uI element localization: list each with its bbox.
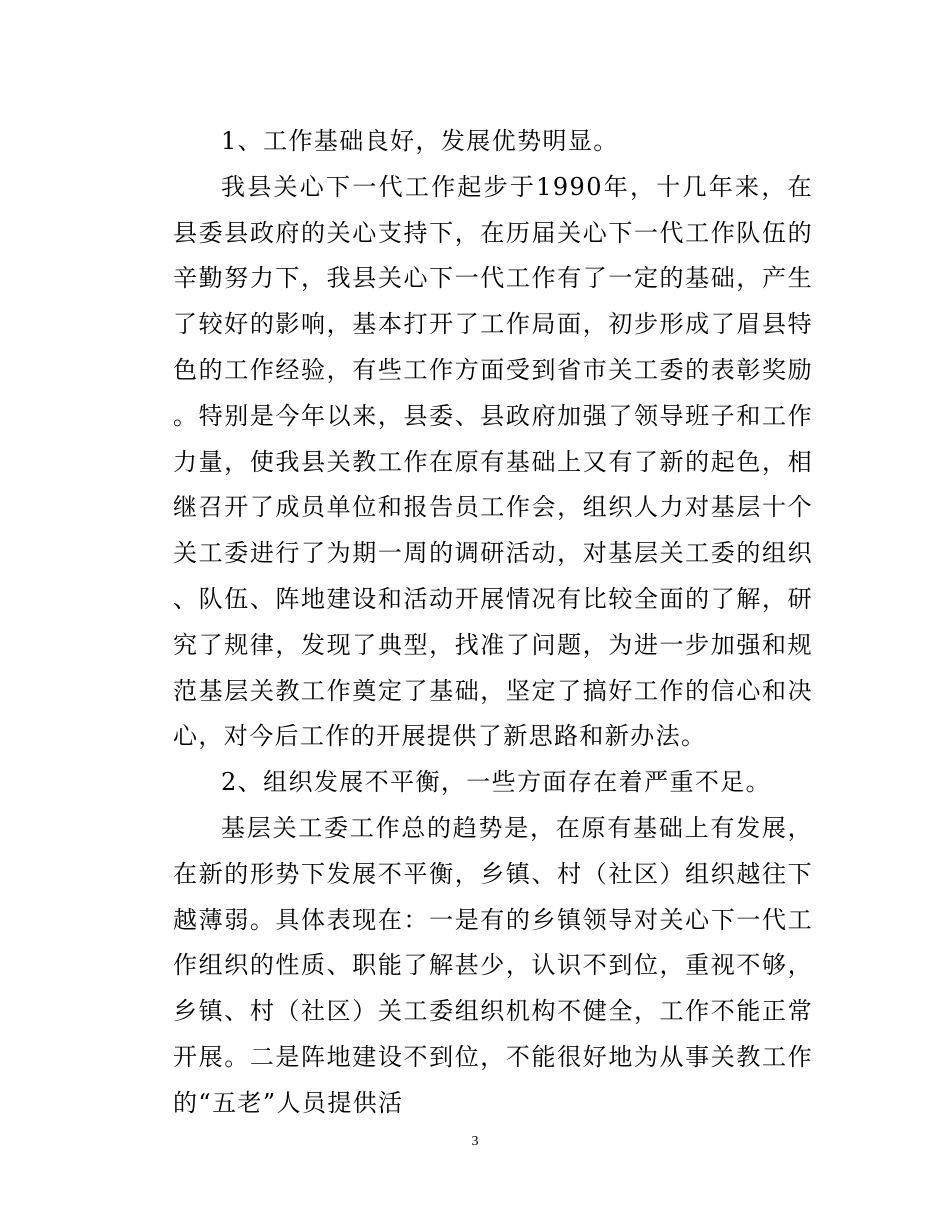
heading-paragraph-2: 2、组织发展不平衡，一些方面存在着严重不足。 <box>221 768 772 797</box>
document-body <box>173 119 813 1127</box>
body-paragraph-1: 我县关心下一代工作起步于1990年，十几年来，在县委县政府的关心支持下，在历届关心下一代工作队伍的辛勤努力下，我县关心下一代工作有了一定的基础，产生了较好的影响，基本打开了工作局面，初步形成了眉县特色的工作经验，有些工作方面受到省市关工委的表彰奖励。特别是今年以来，县委、县政府加强了领导班子和工作力量，使我县关教工作在原有基础上又有了新的起色，相继召开了成员单位和报告员工作会，组织人力对基层十个关工委进行了为期一周的调研活动，对基层关工委的组织、队伍、阵地建设和活动开展情况有比较全面的了解，研究了规律，发现了典型，找准了问题，为进一步加强和规范基层关教工作奠定了基础，坚定了搞好工作的信心和决心，对今后工作的开展提供了新思路和新办法。 <box>173 172 813 751</box>
page-number: 3 <box>471 1134 479 1149</box>
body-paragraph-2: 基层关工委工作总的趋势是，在原有基础上有发展，在新的形势下发展不平衡，乡镇、村（社区）组织越往下越薄弱。具体表现在：一是有的乡镇领导对关心下一代工作组织的性质、职能了解甚少，认识不到位，重视不够，乡镇、村（社区）关工委组织机构不健全，工作不能正常开展。二是阵地建设不到位，不能很好地为从事关教工作的“五老”人员提供活 <box>173 813 813 1117</box>
heading-paragraph-1: 1、工作基础良好，发展优势明显。 <box>221 127 619 155</box>
